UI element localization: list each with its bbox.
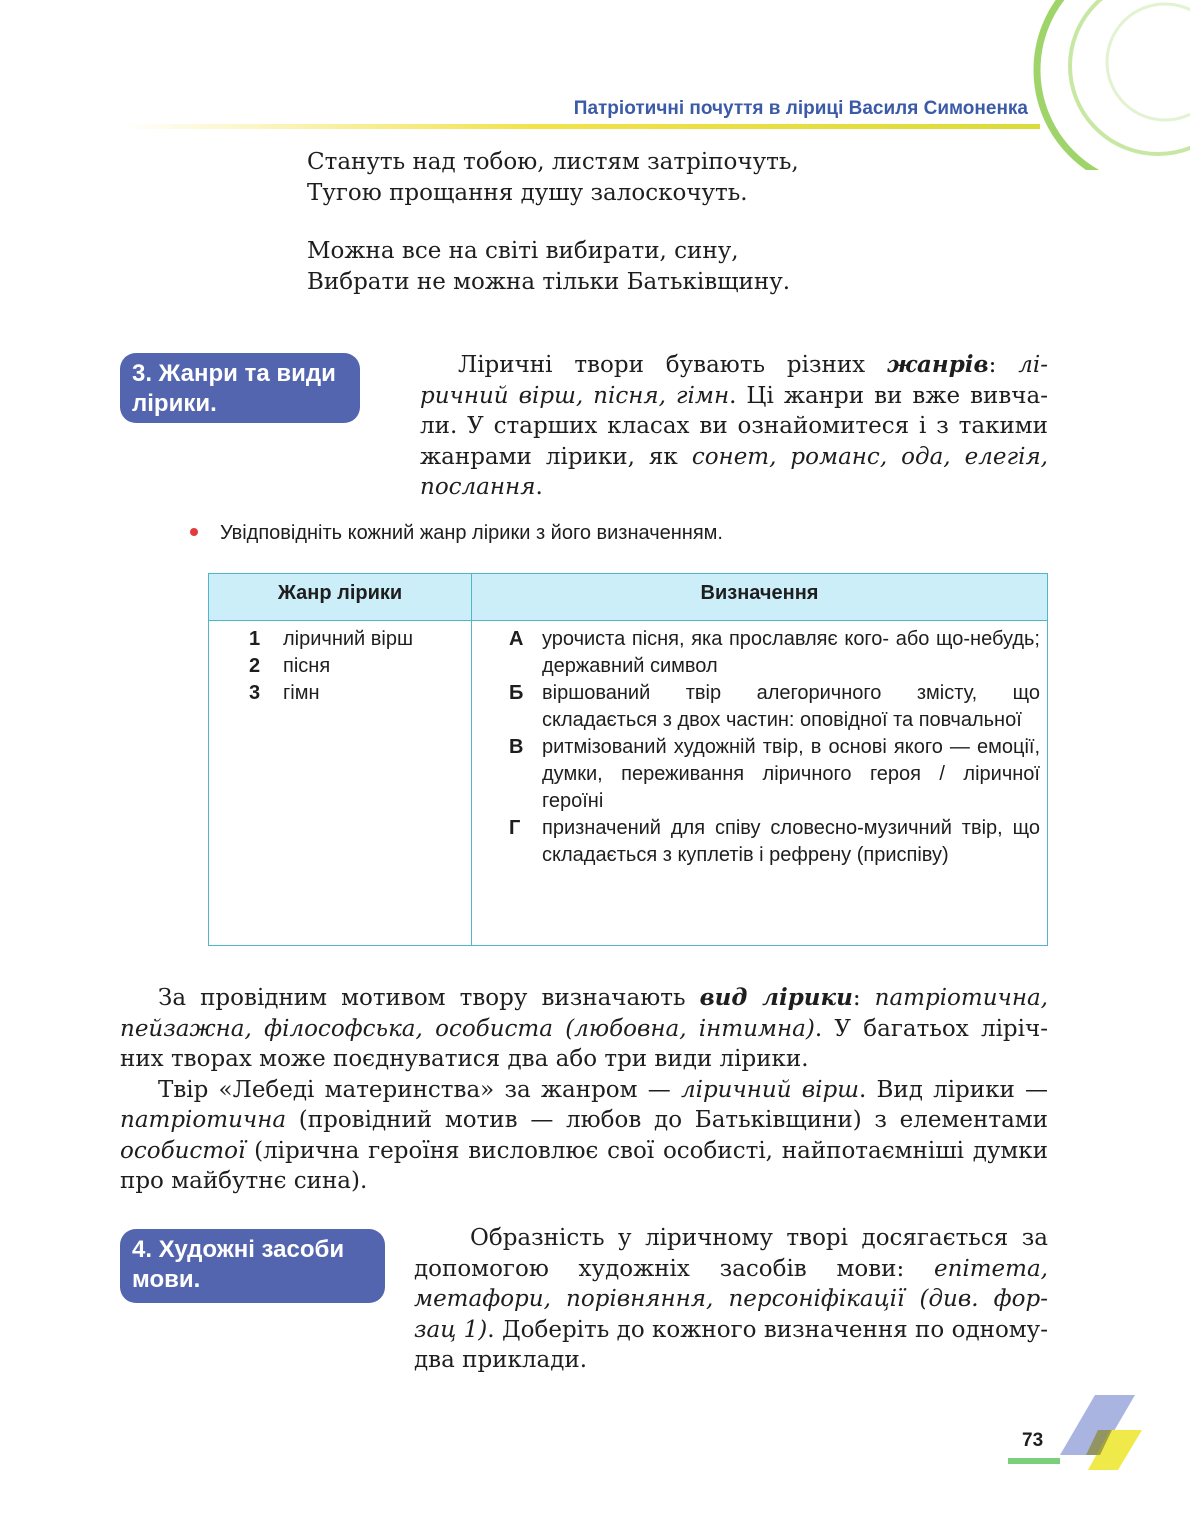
bullet-icon: [190, 528, 198, 536]
text-run: Ліричні твори бувають різних: [458, 352, 887, 378]
genre-number: 3: [249, 682, 261, 704]
text-line: [120, 1105, 1048, 1136]
text-run: . Доберіть до кожного визначення по одному-: [487, 1316, 1048, 1343]
text-line: [120, 1044, 1048, 1075]
text-run: . У багатьох ліріч-: [814, 1015, 1048, 1042]
body-paragraphs: [120, 983, 1048, 1197]
text-run: жанрами лірики, як: [420, 443, 692, 470]
task-text: Увідповідніть кожний жанр лірики з його визначенням.: [220, 522, 723, 544]
text-run: (провідний мотив — любов до Батьківщини) з елементами: [286, 1107, 1048, 1133]
page-number: 73: [1022, 1430, 1044, 1451]
italic-text: особистої: [120, 1137, 246, 1164]
italic-text: ричний вірш, пісня, гімн: [420, 382, 730, 409]
italic-text: лі-: [1018, 352, 1048, 378]
text-line: [420, 442, 1048, 473]
column-header-genre: Жанр лірики: [277, 582, 403, 604]
text-run: два приклади.: [414, 1347, 588, 1373]
text-line: [420, 381, 1048, 412]
definition-text: ритмізований художній твір, в основі якого — емоції, думки, переживання ліричного героя / ліричної героїні: [542, 736, 1040, 812]
text-line: [420, 411, 1048, 442]
italic-text: послання: [420, 474, 536, 500]
text-line: [414, 1315, 1048, 1346]
table-header: [209, 574, 1047, 621]
text-line: [414, 1345, 1048, 1376]
header-rule: [120, 124, 1040, 129]
text-line: [414, 1223, 1048, 1254]
genre-matching-table: [208, 573, 1048, 946]
section-heading-line: лірики.: [132, 390, 217, 417]
text-line: [414, 1284, 1048, 1315]
text-run: них творах може поєднуватися два або три види лірики.: [120, 1046, 809, 1072]
header-arcs-decoration: [1000, 0, 1190, 170]
poem-line: Вибрати не можна тільки Батьківщину.: [307, 269, 791, 295]
italic-text: патріотична,: [874, 985, 1048, 1011]
italic-text: ліричний вірш: [680, 1076, 859, 1103]
italic-text: епітета,: [933, 1255, 1048, 1282]
text-run: .: [535, 474, 543, 500]
italic-text: пейзажна, філософська, особиста (любовна, інтимна): [120, 1015, 815, 1042]
text-run: про майбутнє сина).: [120, 1168, 368, 1194]
text-run: . Вид лірики —: [859, 1076, 1048, 1103]
text-run: Образність у ліричному творі досягається за: [470, 1225, 1048, 1251]
text-run: ли. У старших класах ви ознайомитеся і з такими: [420, 413, 1048, 439]
definition-item: [509, 815, 1040, 869]
text-line: [120, 1136, 1048, 1167]
emphasis-term: жанрів: [887, 351, 989, 378]
text-line: [120, 1014, 1048, 1045]
text-run: :: [852, 985, 875, 1011]
genre-label: гімн: [283, 682, 320, 704]
genre-number: 2: [249, 655, 261, 677]
italic-text: метафори, порівняння, персоніфікації (див. фор-: [414, 1286, 1048, 1312]
definition-letter: Б: [509, 682, 524, 704]
definition-letter: В: [509, 736, 524, 758]
text-line: [120, 983, 1048, 1014]
poem-line: Стануть над тобою, листям затріпочуть,: [307, 149, 799, 175]
definition-text: урочиста пісня, яка прославляє кого- або що-небудь; державний символ: [542, 628, 1040, 677]
definition-letter: А: [509, 628, 524, 650]
section-3-heading: [120, 353, 360, 423]
text-run: За провідним мотивом твору визначають: [158, 985, 700, 1011]
poem-line: Тугою прощання душу залоскочуть.: [307, 180, 748, 206]
genre-item: [249, 626, 413, 653]
definition-item: [509, 626, 1040, 680]
section-heading-line: 4. Художні засоби: [132, 1236, 345, 1263]
text-run: . Ці жанри ви вже вивча-: [729, 382, 1048, 409]
text-line: [120, 1166, 1048, 1197]
task-instruction: [190, 522, 723, 545]
genre-label: пісня: [283, 655, 331, 677]
italic-text: патріотична: [120, 1107, 287, 1133]
section-heading-line: 3. Жанри та види: [132, 360, 336, 387]
genre-item: [249, 680, 413, 707]
definition-text: призначений для співу словесно-музичний твір, що складається з куплетів і рефрену (приспіву): [542, 817, 1040, 866]
text-line: [420, 472, 1048, 503]
text-line: [414, 1254, 1048, 1285]
text-run: Твір «Лебеді материнства» за жанром —: [158, 1076, 681, 1103]
text-run: допомогою художніх засобів мови:: [414, 1255, 934, 1282]
definition-item: [509, 734, 1040, 815]
poem-excerpt: [307, 147, 799, 325]
definition-letter: Г: [509, 817, 521, 839]
section-heading-line: мови.: [132, 1266, 201, 1293]
definition-text: віршований твір алегоричного змісту, що складається з двох частин: оповідної та повчальної: [542, 682, 1040, 731]
text-line: [420, 350, 1048, 381]
text-run: (лірична героїня висловлює свої особисті, найпотаємніші думки: [245, 1137, 1048, 1164]
italic-text: сонет, романс, ода, елегія,: [691, 443, 1048, 470]
poem-stanza: [307, 236, 799, 298]
column-divider: [471, 574, 472, 945]
genre-label: ліричний вірш: [283, 628, 414, 650]
italic-text: зац 1): [414, 1316, 488, 1343]
genre-number: 1: [249, 628, 261, 650]
genre-item: [249, 653, 413, 680]
emphasis-term: вид лірики: [699, 984, 853, 1011]
running-title: Патріотичні почуття в ліриці Василя Симоненка: [573, 98, 1028, 119]
section-4-paragraph: [414, 1223, 1048, 1376]
poem-line: Можна все на світі вибирати, сину,: [307, 238, 739, 264]
definition-item: [509, 680, 1040, 734]
section-4-heading: [120, 1229, 385, 1303]
genre-list: [249, 626, 413, 707]
text-run: :: [988, 352, 1019, 378]
text-line: [120, 1075, 1048, 1106]
section-3-paragraph: [420, 350, 1048, 503]
definition-list: [509, 626, 1040, 869]
poem-stanza: [307, 147, 799, 209]
column-header-definition: Визначення: [700, 582, 819, 604]
